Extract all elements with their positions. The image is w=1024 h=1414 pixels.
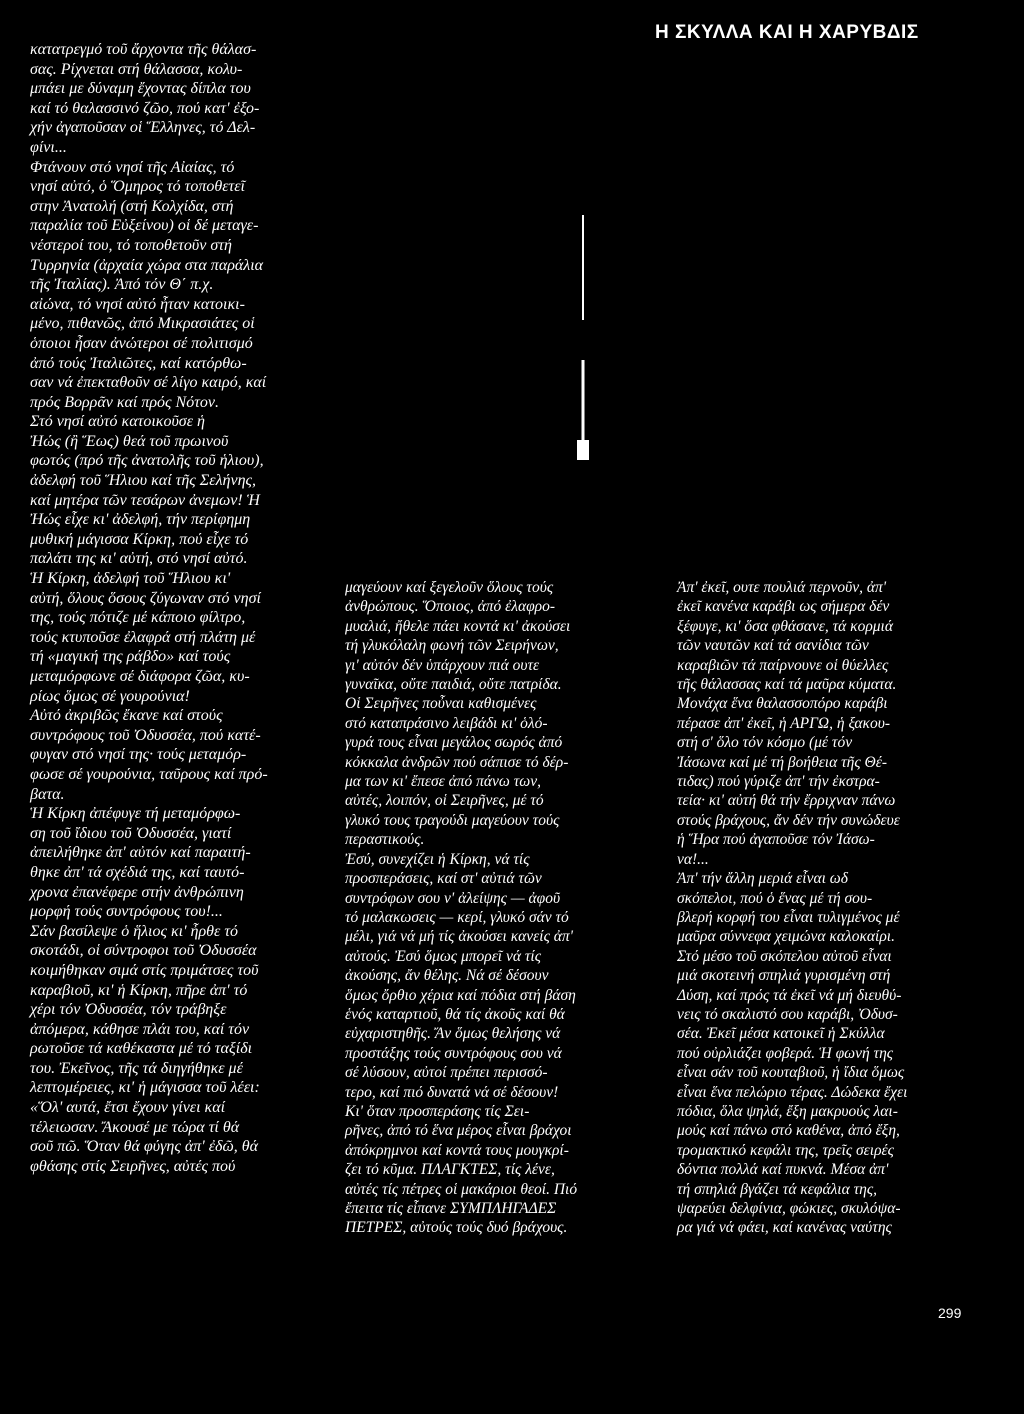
text-line: τεία· κι' αὐτή θά τήν ἔρριχναν πάνω <box>677 792 896 810</box>
text-line: Ἀπ' τήν ἄλλη μεριά εἶναι ωδ <box>677 870 848 888</box>
text-line: αὐτή, ὅλους ὅσους ζύγωναν στό νησί <box>30 589 261 607</box>
text-line: ση τοῦ ἴδιου τοῦ Ὀδυσσέα, γιατί <box>30 824 232 842</box>
text-line: πρός Βορρᾶν καί πρός Νότον. <box>30 393 220 411</box>
text-line: Ἡ Κίρκη ἀπέφυγε τή μεταμόρφω- <box>30 805 241 823</box>
text-line: της, τούς πότιζε μέ κάποιο φίλτρο, <box>30 609 246 627</box>
text-line: σοῦ πῶ. Ὅταν θά φύγης ἀπ' ἐδῶ, θά <box>30 1138 258 1156</box>
text-line: Κι' ὅταν προσπεράσης τίς Σει- <box>345 1102 530 1120</box>
text-line: αὐτές, λοιπόν, οἱ Σειρῆνες, μέ τό <box>345 792 544 810</box>
text-line: μαγεύουν καί ξεγελοῦν ὅλους τούς <box>345 579 554 596</box>
text-line: γι' αὐτόν δέν ὑπάρχουν πιά ουτε <box>345 656 540 674</box>
text-line: Ἡ Κίρκη, ἀδελφή τοῦ Ἥλιου κι' <box>30 570 231 588</box>
text-line: χέρι τόν Ὀδυσσέα, τόν τράβηξε <box>30 1001 227 1019</box>
text-line: ἐκεῖ κανένα καράβι ως σήμερα δέν <box>677 598 890 616</box>
text-line: ρῆνες, ἀπό τό ἕνα μέρος εἶναι βράχοι <box>345 1122 572 1140</box>
text-line: μαῦρα σύννεφα χειμώνα καλοκαίρι. <box>677 928 895 946</box>
text-column-middle <box>345 578 577 1238</box>
text-line: γυναῖκα, οὔτε παιδιά, οὔτε πατρίδα. <box>345 676 562 694</box>
text-line: παραλία τοῦ Εὐξείνου) οἱ δέ μεταγε- <box>30 217 259 235</box>
text-line: ρα γιά νά φάει, καί κανένας ναύτης <box>677 1219 892 1237</box>
text-line: ὅμως ὄρθιο χέρια καί πόδια στή βάση <box>345 986 576 1004</box>
text-line: πόδια, ὅλα ψηλά, ἔξη μακρυούς λαι- <box>677 1102 898 1120</box>
text-line: καραβιῶν τά παίρνουνε οἱ θύελλες <box>677 656 889 674</box>
text-line: σκόπελοι, πού ὁ ἕνας μέ τή σου- <box>677 889 873 907</box>
text-line: συντρόφους τοῦ Ὀδυσσέα, πού κατέ- <box>30 726 261 744</box>
text-line: τῆς θάλασσας καί τά μαῦρα κύματα. <box>677 676 897 694</box>
text-line: ἀπό τούς Ἰταλιῶτες, καί κατόρθω- <box>30 354 247 372</box>
text-line: στή σ' ὅλο τόν κόσμο (μέ τόν <box>677 734 853 752</box>
text-line: Ἐσύ, συνεχίζει ἡ Κίρκη, νά τίς <box>345 850 530 868</box>
text-line: ρωτοῦσε τά καθέκαστα μέ τό ταξίδι <box>30 1040 253 1058</box>
text-line: τέλειωσαν. Ἄκουσέ με τώρα τί θά <box>30 1118 240 1136</box>
text-line: Αὐτό ἀκριβῶς ἔκανε καί στούς <box>30 707 223 725</box>
text-line: αὐτές τίς πέτρες οἱ μακάριοι θεοί. Πιό <box>345 1180 578 1198</box>
text-line: ἔπειτα τίς εἶπανε ΣΥΜΠΛΗΓΑΔΕΣ <box>345 1200 557 1217</box>
text-line: χήν ἀγαποῦσαν οἱ Ἕλληνες, τό Δελ- <box>30 119 256 137</box>
text-line: μυαλιά, ἤθελε πάει κοντά κι' ἀκούσει <box>345 617 571 635</box>
text-line: προστάξης τούς συντρόφους σου νά <box>345 1044 562 1062</box>
text-line: ὁποιοι ἦσαν ἀνώτεροι σέ πολιτισμό <box>30 334 253 352</box>
text-line: μπάει με δύναμη ἔχοντας δίπλα του <box>30 80 251 98</box>
text-line: κόκκαλα ἀνδρῶν πού σάπισε τό δέρ- <box>345 753 569 771</box>
text-line: βλερή κορφή του εἶναι τυλιγμένος μέ <box>677 908 900 926</box>
text-line: στό καταπράσινο λειβάδι κι' ὁλό- <box>345 714 548 732</box>
text-line: σέα. Ἐκεῖ μέσα κατοικεῖ ἡ Σκύλλα <box>677 1025 885 1043</box>
text-line: φθάσης στίς Σειρῆνες, αὐτές πού <box>30 1157 236 1175</box>
text-line: του. Ἐκεῖνος, τῆς τά διηγήθηκε μέ <box>30 1059 243 1077</box>
text-line: θηκε ἀπ' τά σχέδιά της, καί ταυτό- <box>30 863 245 881</box>
text-line: προσπεράσεις, καί στ' αὐτιά τῶν <box>345 870 542 888</box>
text-line: μυθική μάγισσα Κίρκη, πού εἶχε τό <box>30 530 249 548</box>
text-line: φίνι... <box>30 138 67 156</box>
text-line: ἀπόκρημνοι καί κοντά τους μουγκρί- <box>345 1141 569 1159</box>
text-line: ξέφυγε, κι' ὅσα φθάσανε, τά κορμιά <box>677 617 893 635</box>
text-line: μορφή τούς συντρόφους του!... <box>30 903 223 921</box>
text-line: Ἠώς (ἢ Ἕως) θεά τοῦ πρωινοῦ <box>30 432 229 450</box>
text-line: σας. Ρίχνεται στή θάλασσα, κολυ- <box>30 60 243 78</box>
text-line: φωσε σέ γουρούνια, ταῦρους καί πρό- <box>30 765 268 783</box>
text-line: εἶναι σάν τοῦ κουταβιοῦ, ἡ ἴδια ὅμως <box>677 1064 905 1082</box>
page-title: Η ΣΚΥΛΛΑ ΚΑΙ Η ΧΑΡΥΒΔΙΣ <box>655 22 919 43</box>
text-line: αἰώνα, τό νησί αὐτό ἦταν κατοικι- <box>30 295 245 313</box>
text-line: τή γλυκόλαλη φωνή τῶν Σειρήνων, <box>345 637 559 655</box>
text-line: στην Ἀνατολή (στή Κολχίδα, στή <box>30 197 234 215</box>
text-line: ἀδελφή τοῦ Ἥλιου καί τῆς Σελήνης, <box>30 472 256 490</box>
text-line: καραβιοῦ, κι' ἡ Κίρκη, πῆρε ἀπ' τό <box>30 981 248 999</box>
text-line: τή σπηλιά βγάζει τά κεφάλια της, <box>677 1180 878 1198</box>
text-line: βατα. <box>30 785 65 803</box>
text-line: δόντια πολλά καί πυκνά. Μέσα ἀπ' <box>677 1161 889 1179</box>
text-line: Στό μέσο τοῦ σκόπελου αὐτοῦ εἶναι <box>677 947 892 965</box>
text-line: στούς βράχους, ἄν δέν τήν συνώδευε <box>677 811 900 829</box>
text-line: ἀκούσης, ἄν θέλης. Νά σέ δέσουν <box>345 967 549 985</box>
text-line: ρίως ὅμως σέ γουρούνια! <box>30 687 190 705</box>
text-line: μιά σκοτεινή σπηλιά γυρισμένη στή <box>677 967 891 985</box>
text-line: καί τό θαλασσινό ζῶο, πού κατ' ἐξο- <box>30 99 260 117</box>
text-column-right <box>677 578 907 1238</box>
text-line: νησί αὐτό, ὁ Ὅμηρος τό τοποθετεῖ <box>30 178 245 196</box>
text-line: τῶν ναυτῶν καί τά σανίδια τῶν <box>677 637 869 655</box>
text-line: εὐχαριστηθῆς. Ἄν ὅμως θελήσης νά <box>345 1025 561 1043</box>
text-line: μεταμόρφωνε σέ διάφορα ζῶα, κυ- <box>30 668 250 685</box>
text-line: ἑνός καταρτιοῦ, θά τίς ἀκοῦς καί θά <box>345 1005 565 1023</box>
text-line: τό μαλακωσεις — κερί, γλυκό σάν τό <box>345 908 569 926</box>
text-line: να!... <box>677 850 709 868</box>
text-line: Σάν βασίλεψε ὁ ἥλιος κι' ἦρθε τό <box>30 922 239 940</box>
text-line: ζει τό κῦμα. ΠΛΑΓΚΤΕΣ, τίς λένε, <box>345 1161 555 1179</box>
text-line: νεις τό σκαλιστό σου καράβι, Ὀδυσ- <box>677 1005 898 1023</box>
page-number: 299 <box>938 1305 962 1321</box>
text-line: τερο, καί πιό δυνατά νά σέ δέσουν! <box>345 1083 559 1101</box>
text-line: τιδας) πού γύριζε ἀπ' τήν ἐκστρα- <box>677 773 880 791</box>
text-line: Στό νησί αὐτό κατοικοῦσε ἡ <box>30 413 205 431</box>
text-line: γυρά τους εἶναι μεγάλος σωρός ἀπό <box>345 734 563 752</box>
text-line: ψαρεύει δελφίνια, φώκιες, σκυλόψα- <box>677 1200 901 1217</box>
text-line: Δύση, καί πρός τά ἐκεῖ νά μή διευθύ- <box>677 986 902 1004</box>
text-line: παλάτι της κι' αὐτή, στό νησί αὐτό. <box>30 550 248 568</box>
text-line: καί μητέρα τῶν τεσάρων ἀνεμων! Ἡ <box>30 491 260 509</box>
text-line: Τυρρηνία (ἀρχαία χώρα στα παράλια <box>30 256 264 274</box>
text-line: Ἰάσωνα καί μέ τή βοήθεια τῆς Θέ- <box>677 753 887 771</box>
text-line: μένο, πιθανῶς, ἀπό Μικρασιάτες οἱ <box>30 315 255 333</box>
text-line: γλυκό τους τραγούδι μαγεύουν τούς <box>345 811 560 829</box>
text-line: ΠΕΤΡΕΣ, αὐτούς τούς δυό βράχους. <box>345 1219 568 1237</box>
text-line: μούς καί πάνω στό καθένα, ἀπό ἔξη, <box>677 1122 900 1140</box>
text-line: κοιμήθηκαν σιμά στίς πριμάτσες τοῦ <box>30 961 259 979</box>
text-line: λεπτομέρειες, κι' ἡ μάγισσα τοῦ λέει: <box>30 1079 260 1097</box>
text-line: σκοτάδι, οἱ σύντροφοι τοῦ Ὀδυσσέα <box>30 942 257 960</box>
text-line: πού οὐρλιάζει φοβερά. Ἡ φωνή της <box>677 1044 894 1062</box>
text-line: συντρόφων σου ν' ἀλείψης — ἀφοῦ <box>345 889 561 907</box>
illustration-fragment <box>560 200 600 470</box>
text-line: νέστεροί του, τό τοποθετοῦν στή <box>30 236 232 254</box>
text-line: τή «μαγική της ράβδο» καί τούς <box>30 648 231 666</box>
text-line: μα των κι' ἔπεσε ἀπό πάνω των, <box>345 773 541 791</box>
text-line: εἶναι ἕνα πελώριο τέρας. Δώδεκα ἔχει <box>677 1083 908 1101</box>
text-line: χρονα ἐπανέφερε στήν ἀνθρώπινη <box>30 883 244 901</box>
text-line: τῆς Ἰταλίας). Ἀπό τόν Θ΄ π.χ. <box>30 276 214 294</box>
text-line: περαστικούς. <box>345 831 425 849</box>
text-line: ἀπειλήθηκε ἀπ' αὐτόν καί παραιτή- <box>30 844 251 862</box>
text-line: Οἱ Σειρῆνες ποὖναι καθισμένες <box>345 695 537 713</box>
text-line: σέ λύσουν, αὐτοί πρέπει περισσό- <box>345 1064 548 1082</box>
text-line: Ἠώς εἶχε κι' ἀδελφή, τήν περίφημη <box>30 511 251 529</box>
text-line: φυγαν στό νησί της· τούς μεταμόρ- <box>30 746 247 764</box>
text-line: κατατρεγμό τοῦ ἄρχοντα τῆς θάλασ- <box>30 41 257 58</box>
text-line: «Ὅλ' αυτά, ἔτσι ἔχουν γίνει καί <box>30 1099 226 1117</box>
text-line: ἀνθρώπους. Ὅποιος, ἀπό ἐλαφρο- <box>345 598 556 616</box>
text-line: τούς κτυποῦσε ἐλαφρά στή πλάτη μέ <box>30 628 256 646</box>
text-line: ἀπόμερα, κάθησε πλάι του, καί τόν <box>30 1020 250 1038</box>
text-line: ἡ Ἥρα πού ἀγαποῦσε τόν Ἰάσω- <box>677 831 875 849</box>
text-line: αὐτούς. Ἐσύ ὅμως μπορεῖ νά τίς <box>345 947 542 965</box>
text-line: τρομακτικό κεφάλι της, τρεῖς σειρές <box>677 1141 894 1159</box>
text-line: μέλι, γιά νά μή τίς ἀκούσει κανείς ἀπ' <box>345 928 573 946</box>
text-column-left <box>30 40 268 1176</box>
text-line: πέρασε ἀπ' ἐκεῖ, ἡ ΑΡΓΩ, ἡ ξακου- <box>677 714 891 732</box>
text-line: Φτάνουν στό νησί τῆς Αἰαίας, τό <box>30 158 235 176</box>
text-line: Μονάχα ἕνα θαλασσοπόρο καράβι <box>677 695 888 713</box>
text-line: Ἀπ' ἐκεῖ, ουτε πουλιά περνοῦν, ἀπ' <box>677 579 887 596</box>
text-line: σαν νά ἐπεκταθοῦν σέ λίγο καιρό, καί <box>30 374 267 392</box>
text-line: φωτός (πρό τῆς ἀνατολῆς τοῦ ἡλιου), <box>30 452 264 470</box>
